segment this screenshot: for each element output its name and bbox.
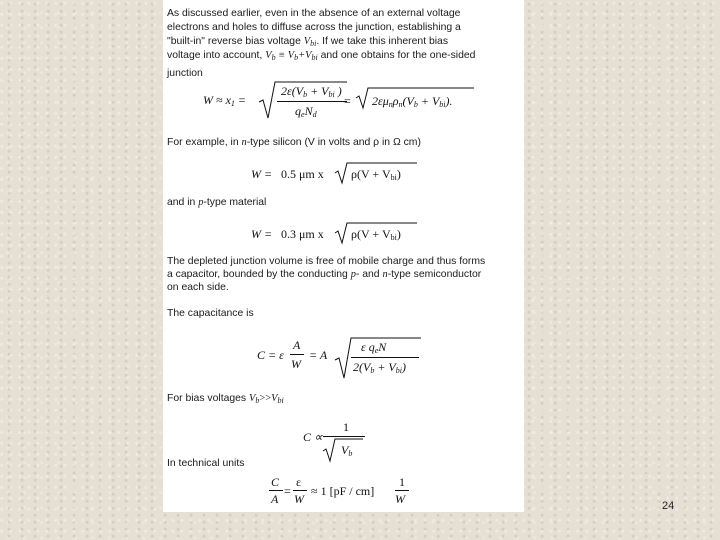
fraction-bar bbox=[269, 490, 283, 491]
eq-sub: bi bbox=[390, 173, 397, 182]
paragraph-6 bbox=[167, 393, 284, 405]
eq1-rhs bbox=[372, 94, 453, 108]
eq-text: N bbox=[378, 340, 387, 354]
text-run: "built-in" reverse bias voltage bbox=[167, 36, 304, 47]
eq-text: W = bbox=[251, 167, 273, 181]
var-p: p bbox=[350, 269, 356, 280]
sub-bi: bi bbox=[311, 53, 318, 62]
eq6-frac1-den: A bbox=[271, 492, 279, 506]
paragraph-1-line-1: As discussed earlier, even in the absence of an external voltage bbox=[167, 8, 461, 19]
var-v: V bbox=[303, 36, 311, 47]
fraction-bar bbox=[293, 490, 307, 491]
eq-text: 2ε(V bbox=[281, 84, 304, 98]
eq-sub: e bbox=[374, 346, 379, 355]
eq1-denominator bbox=[295, 104, 317, 118]
text-run: and one obtains for the one-sided bbox=[317, 50, 476, 61]
sub-b: b bbox=[271, 53, 276, 62]
eq-text: + V bbox=[307, 84, 329, 98]
var-v: V bbox=[249, 393, 256, 404]
text-run: and in bbox=[167, 197, 199, 208]
eq6-frac2-den: W bbox=[294, 492, 304, 506]
eq-text: q bbox=[295, 104, 301, 118]
fraction-bar bbox=[290, 354, 304, 355]
eq-sub: 1 bbox=[230, 99, 235, 108]
eq-text: ) bbox=[396, 227, 401, 241]
text-run: a capacitor, bounded by the conducting bbox=[167, 269, 351, 280]
eq-text: ). bbox=[445, 94, 453, 108]
eq-text: (V bbox=[402, 94, 414, 108]
eq2-lhs bbox=[251, 167, 272, 181]
sub-b: b bbox=[255, 396, 260, 405]
text-run: For example, in bbox=[167, 137, 242, 148]
eq-sub: d bbox=[312, 110, 317, 119]
paragraph-4-line-3: on each side. bbox=[167, 282, 229, 293]
paragraph-1-line-2: electrons and holes to diffuse across the junction, establishing a bbox=[167, 22, 461, 33]
paragraph-1-line-3 bbox=[167, 36, 448, 48]
eq-sub: bi bbox=[328, 90, 335, 99]
fraction-bar bbox=[395, 490, 409, 491]
eq-sub: b bbox=[303, 90, 308, 99]
eq-text: 2(V bbox=[353, 360, 371, 374]
paragraph-4-line-1: The depleted junction volume is free of mobile charge and thus forms bbox=[167, 256, 486, 267]
eq6-frac1-num: C bbox=[271, 475, 280, 489]
paragraph-1-line-5: junction bbox=[167, 68, 203, 79]
text-run: >> bbox=[259, 393, 272, 404]
eq-text: ρ(V + V bbox=[351, 227, 391, 241]
eq4-equals bbox=[309, 348, 327, 362]
eq4-frac-den: W bbox=[291, 357, 301, 371]
eq-text: C = ε bbox=[257, 348, 284, 362]
eq4-frac-num: A bbox=[293, 338, 301, 352]
eq-text: W ≈ x bbox=[203, 93, 231, 107]
fraction-bar bbox=[351, 357, 419, 358]
var-n: n bbox=[382, 269, 388, 280]
page-number: 24 bbox=[662, 500, 675, 512]
eq5-numerator: 1 bbox=[343, 420, 349, 434]
eq6-frac2-num: ε bbox=[296, 475, 302, 489]
eq-sub: b bbox=[370, 366, 375, 375]
var-v: +V bbox=[298, 50, 312, 61]
text-run: -type material bbox=[203, 197, 267, 208]
text-run: . If we take this inherent bias bbox=[316, 36, 449, 47]
eq1-numerator bbox=[281, 84, 342, 98]
var-v: V bbox=[265, 50, 272, 61]
eq-sub: bi bbox=[390, 233, 397, 242]
eq3-radicand bbox=[351, 227, 401, 241]
eq-text: W = bbox=[251, 227, 273, 241]
sub-bi: bi bbox=[310, 39, 317, 48]
paragraph-4-line-2 bbox=[167, 269, 481, 281]
eq-text: ) bbox=[334, 84, 342, 98]
text-run: voltage into account, bbox=[167, 50, 266, 61]
eq-sub: bi bbox=[439, 100, 446, 109]
var-n: n bbox=[241, 137, 247, 148]
eq-text: ) bbox=[402, 360, 406, 374]
eq-sub: n bbox=[388, 100, 393, 109]
eq1-equals: = bbox=[344, 94, 351, 108]
paragraph-2 bbox=[167, 137, 421, 149]
eq-sub: b bbox=[348, 449, 353, 458]
eq-sub: n bbox=[398, 100, 403, 109]
eq6-frac3-num: 1 bbox=[399, 475, 405, 489]
eq4-lhs bbox=[257, 348, 284, 362]
paragraph-5: The capacitance is bbox=[167, 308, 254, 319]
eq3-coef: 0.3 μm x bbox=[281, 227, 324, 241]
eq2-coef: 0.5 μm x bbox=[281, 167, 324, 181]
text-run: - and bbox=[355, 269, 383, 280]
eq-text: V bbox=[341, 443, 349, 457]
var-v: ≡ V bbox=[275, 50, 295, 61]
text-run: For bias voltages bbox=[167, 393, 250, 404]
eq4-numerator bbox=[361, 340, 386, 354]
eq6-equals: = bbox=[284, 484, 291, 498]
eq-text: ρ(V + V bbox=[351, 167, 391, 181]
eq-text: 2εμ bbox=[372, 94, 389, 108]
fraction-bar bbox=[277, 101, 347, 102]
eq5-denominator bbox=[341, 443, 352, 457]
eq5-lhs: C ∝ bbox=[303, 430, 323, 444]
eq2-radicand bbox=[351, 167, 401, 181]
paragraph-1-line-4 bbox=[167, 50, 475, 62]
eq6-approx: ≈ 1 [pF / cm] bbox=[311, 484, 375, 498]
fraction-bar bbox=[323, 436, 365, 437]
var-v: V bbox=[271, 393, 278, 404]
eq-text: ρ bbox=[392, 94, 399, 108]
eq-sub: bi bbox=[395, 366, 402, 375]
eq6-frac3-den: W bbox=[395, 492, 405, 506]
sub-b: b bbox=[294, 53, 299, 62]
slide-content-panel bbox=[163, 0, 524, 512]
text-run: -type silicon (V in volts and ρ in Ω cm) bbox=[246, 137, 421, 148]
eq-sub: b bbox=[413, 100, 418, 109]
eq-text: ) bbox=[396, 167, 401, 181]
eq1-lhs bbox=[203, 93, 246, 107]
text-run: -type semiconductor bbox=[387, 269, 482, 280]
eq-text: + V bbox=[417, 94, 440, 108]
var-p: p bbox=[198, 197, 204, 208]
eq-text: ε q bbox=[361, 340, 375, 354]
paragraph-7: In technical units bbox=[167, 458, 245, 469]
eq-text: N bbox=[304, 104, 313, 118]
eq4-denominator bbox=[353, 360, 406, 374]
sub-bi: bi bbox=[277, 396, 284, 405]
paragraph-3 bbox=[167, 197, 266, 209]
eq-text: + V bbox=[374, 360, 396, 374]
eq-sign: = bbox=[237, 93, 247, 107]
eq-text: = A bbox=[309, 348, 328, 362]
eq-sub: e bbox=[301, 110, 305, 119]
eq3-lhs bbox=[251, 227, 272, 241]
